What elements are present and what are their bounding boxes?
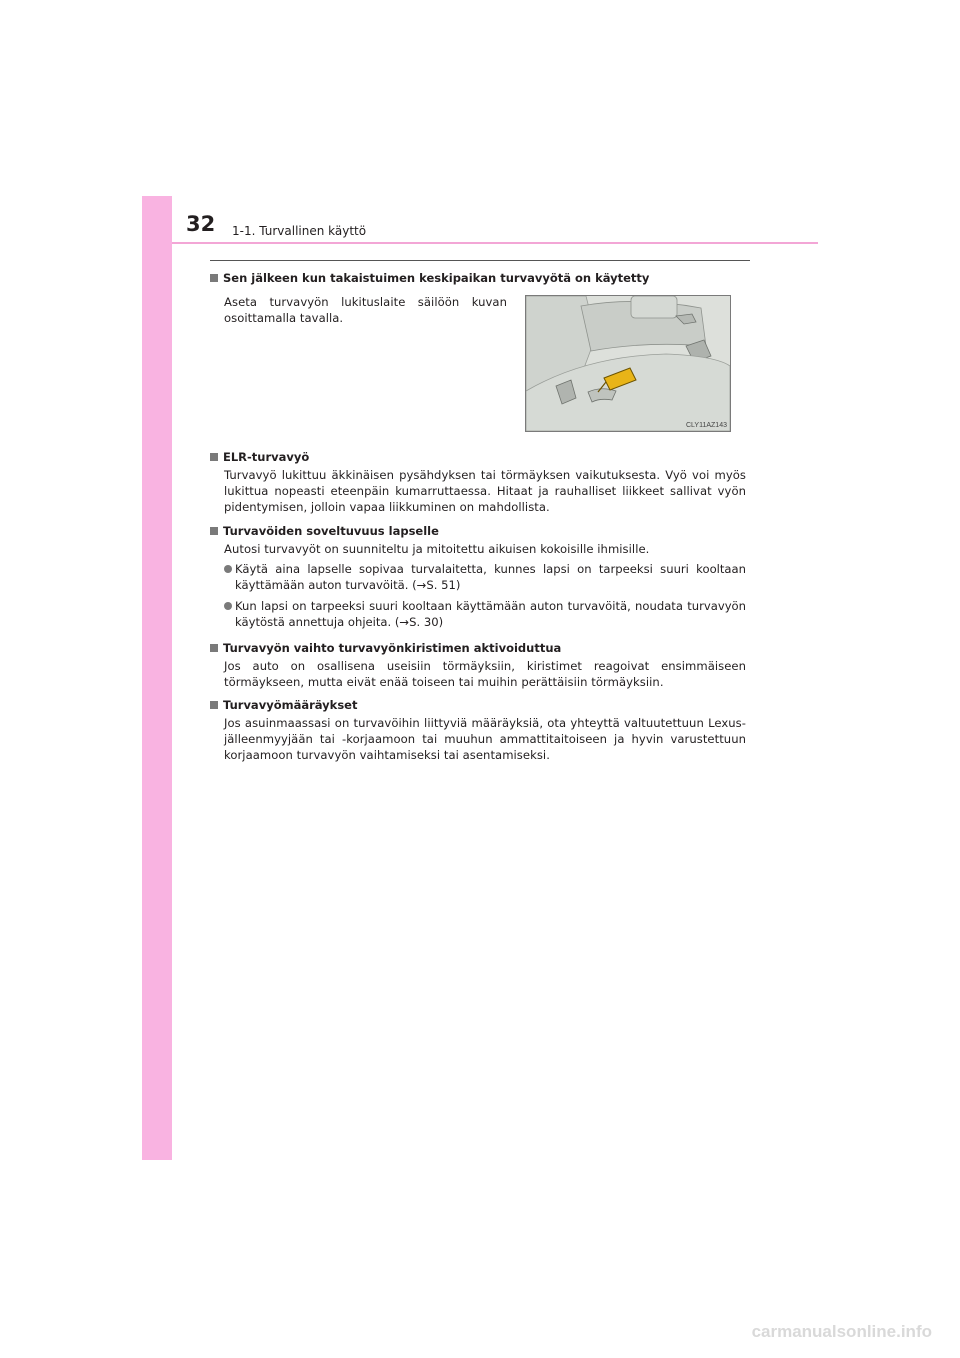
section-seatbelt-regulations: [210, 697, 746, 764]
square-bullet-icon: [210, 274, 218, 282]
page-number: 32: [186, 212, 216, 236]
section-heading: Sen jälkeen kun takaistuimen keskipaikan turvavyötä on käytetty: [210, 270, 746, 286]
page-side-tab: [142, 196, 172, 1160]
section-paragraph: Turvavyö lukittuu äkkinäisen pysähdyksen tai törmäyksen vaikutuksesta. Vyö voi myös lukittua nopeasti eteenpäin kumarruttaessa. Hitaat ja rauhalliset liikkeet sallivat vyön pidentymisen, jolloin vapaa liikkuminen on mahdollista.: [224, 468, 746, 515]
section-elr-belt: [210, 449, 746, 516]
square-bullet-icon: [210, 701, 218, 709]
square-bullet-icon: [210, 527, 218, 535]
seatbelt-stowage-illustration: [525, 295, 731, 432]
section-paragraph: Jos auto on osallisena useisiin törmäyksiin, kiristimet reagoivat ensimmäiseen törmäykseen, mutta eivät enää toiseen tai muihin perättäisiin törmäyksiin.: [224, 659, 746, 690]
section-heading: Turvavöiden soveltuvuus lapselle: [210, 523, 746, 539]
figure-id-label: CLY11AZ143: [686, 422, 727, 429]
list-item: Kun lapsi on tarpeeksi suuri kooltaan käyttämään auton turvavöitä, noudata turvavyön käytöstä annettuja ohjeita. (→S. 30): [224, 598, 746, 630]
square-bullet-icon: [210, 453, 218, 461]
section-heading: ELR-turvavyö: [210, 449, 746, 465]
section-heading: Turvavyömääräykset: [210, 697, 746, 713]
rear-seat-illustration: [526, 296, 730, 431]
section-paragraph: Aseta turvavyön lukituslaite säilöön kuvan osoittamalla tavalla.: [224, 295, 507, 326]
square-bullet-icon: [210, 644, 218, 652]
section-heading: Turvavyön vaihto turvavyönkiristimen aktivoiduttua: [210, 640, 746, 656]
list-item: Käytä aina lapselle sopivaa turvalaitetta, kunnes lapsi on tarpeeksi suuri kooltaan käyttämään auton turvavöitä. (→S. 51): [224, 561, 746, 593]
content-divider: [210, 260, 750, 261]
section-child-suitability: [210, 523, 746, 630]
round-bullet-icon: [224, 565, 232, 573]
round-bullet-icon: [224, 602, 232, 610]
section-paragraph: Autosi turvavyöt on suunniteltu ja mitoitettu aikuisen kokoisille ihmisille.: [224, 542, 650, 556]
section-pretensioner-replacement: [210, 640, 746, 690]
section-title: 1-1. Turvallinen käyttö: [232, 224, 367, 238]
header-rule: [172, 242, 818, 244]
section-paragraph: Jos asuinmaassasi on turvavöihin liittyviä määräyksiä, ota yhteyttä valtuutettuun Lexus-jälleenmyyjään tai -korjaamoon tai muuhun ammattitaitoiseen ja hyvin varustettuun korjaamoon turvavyön vaihtamiseksi tai asentamiseksi.: [224, 716, 746, 763]
watermark: carmanualsonline.info: [751, 1322, 932, 1341]
